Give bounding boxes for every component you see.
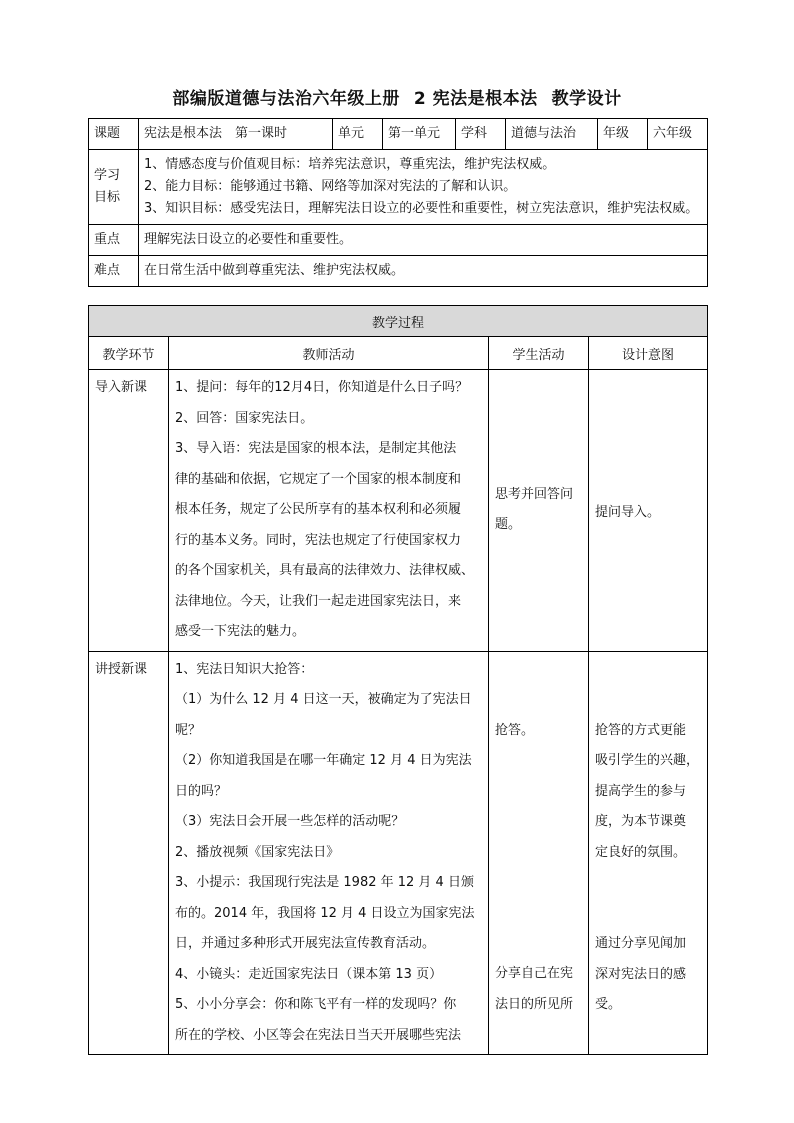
goal-item: 2、能力目标：能够通过书籍、网络等加深对宪法的了解和认识。	[144, 179, 517, 194]
subject-label: 学科	[456, 119, 506, 150]
document-title	[0, 84, 794, 109]
lecture-teacher-activity	[169, 651, 489, 1055]
goals-label-line-1: 学习	[94, 168, 121, 183]
teacher-line: 呢？	[175, 722, 202, 738]
teacher-line: 的各个国家机关，具有最高的法律效力、法律权威、	[175, 563, 475, 578]
teacher-line: （3）宪法日会开展一些怎样的活动呢？	[175, 814, 405, 829]
teacher-line: 3、导入语：宪法是国家的根本法，是制定其他法	[175, 441, 457, 456]
header-student: 学生活动	[489, 337, 589, 370]
intent-line: 抢答的方式更能	[595, 722, 687, 738]
teacher-line: 所在的学校、小区等会在宪法日当天开展哪些宪法	[175, 1027, 462, 1043]
intro-teacher-activity	[169, 370, 489, 652]
subject-value: 道德与法治	[506, 119, 598, 150]
process-header-row	[89, 337, 708, 370]
process-band: 教学过程	[89, 306, 708, 337]
intro-student-activity	[489, 370, 589, 652]
header-intent: 设计意图	[589, 337, 708, 370]
difficulty-row	[89, 256, 708, 287]
title-part-2: 2 宪法是根本法	[413, 89, 538, 109]
key-point-label: 重点	[89, 225, 139, 256]
goal-item: 3、知识目标：感受宪法日，理解宪法日设立的必要性和重要性，树立宪法意识，维护宪法权威。	[144, 201, 699, 216]
course-value: 宪法是根本法 第一课时	[139, 119, 333, 150]
intro-row	[89, 370, 708, 652]
student-line: 题。	[495, 517, 522, 533]
teacher-line: 1、宪法日知识大抢答：	[175, 661, 314, 677]
teacher-line: 律的基础和依据，它规定了一个国家的根本制度和	[175, 471, 462, 487]
intent-line: 受。	[595, 997, 622, 1012]
unit-value: 第一单元	[383, 119, 456, 150]
header-teacher: 教师活动	[169, 337, 489, 370]
intro-design-intent: 提问导入。	[589, 370, 708, 652]
intent-line: 深对宪法日的感	[595, 966, 687, 982]
goals-label-line-2: 目标	[94, 190, 121, 205]
goals-label	[89, 150, 139, 225]
lecture-stage: 讲授新课	[89, 651, 169, 1055]
teacher-line: （2）你知道我国是在哪一年确定 12 月 4 日为宪法	[175, 753, 472, 768]
header-stage: 教学环节	[89, 337, 169, 370]
lecture-student-activity	[489, 651, 589, 1055]
student-line: 分享自己在宪	[495, 966, 574, 981]
difficulty-label: 难点	[89, 256, 139, 287]
goal-item: 1、情感态度与价值观目标：培养宪法意识，尊重宪法，维护宪法权威。	[144, 157, 556, 172]
lecture-design-intent	[589, 651, 708, 1055]
student-line: 法日的所见所	[495, 996, 574, 1012]
teacher-line: 根本任务，规定了公民所享有的基本权利和必须履	[175, 502, 462, 517]
goals-row	[89, 150, 708, 225]
title-part-1: 部编版道德与法治六年级上册	[172, 89, 400, 109]
intent-line: 提高学生的参与	[595, 783, 687, 799]
difficulty-value: 在日常生活中做到尊重宪法、维护宪法权威。	[139, 256, 708, 287]
lesson-info-table	[88, 118, 708, 287]
unit-label: 单元	[333, 119, 383, 150]
teacher-line: 3、小提示：我国现行宪法是 1982 年 12 月 4 日颁	[175, 875, 474, 890]
teacher-line: 4、小镜头：走近国家宪法日（课本第 13 页）	[175, 966, 443, 982]
intent-line: 吸引学生的兴趣，	[595, 753, 700, 768]
teacher-line: 5、小小分享会：你和陈飞平有一样的发现吗？你	[175, 997, 457, 1012]
intent-line: 度，为本节课奠	[595, 814, 687, 829]
grade-value: 六年级	[648, 119, 708, 150]
teacher-line: 1、提问：每年的12月4日，你知道是什么日子吗？	[175, 380, 469, 395]
teacher-line: 感受一下宪法的魅力。	[175, 624, 306, 639]
teaching-process-table	[88, 305, 708, 1055]
intro-stage: 导入新课	[89, 370, 169, 652]
teacher-line: 2、回答：国家宪法日。	[175, 410, 314, 426]
title-part-3: 教学设计	[551, 89, 622, 109]
key-point-row	[89, 225, 708, 256]
key-point-value: 理解宪法日设立的必要性和重要性。	[139, 225, 708, 256]
teacher-line: 布的。2014 年，我国将 12 月 4 日设立为国家宪法	[175, 905, 475, 921]
goals-content	[139, 150, 708, 225]
intent-line: 定良好的氛围。	[595, 844, 687, 860]
grade-label: 年级	[598, 119, 648, 150]
course-row	[89, 119, 708, 150]
teacher-line: 日，并通过多种形式开展宪法宣传教育活动。	[175, 936, 436, 951]
lecture-row	[89, 651, 708, 1055]
teacher-line: 法律地位。今天，让我们一起走进国家宪法日，来	[175, 593, 462, 609]
student-line: 思考并回答问	[495, 486, 574, 502]
teacher-line: 行的基本义务。同时，宪法也规定了行使国家权力	[175, 532, 462, 548]
course-label: 课题	[89, 119, 139, 150]
student-line: 抢答。	[495, 722, 535, 738]
teacher-line: （1）为什么 12 月 4 日这一天，被确定为了宪法日	[175, 692, 472, 707]
intent-line: 通过分享见闻加	[595, 936, 687, 951]
teacher-line: 2、播放视频《国家宪法日》	[175, 844, 340, 860]
teacher-line: 日的吗？	[175, 783, 228, 799]
